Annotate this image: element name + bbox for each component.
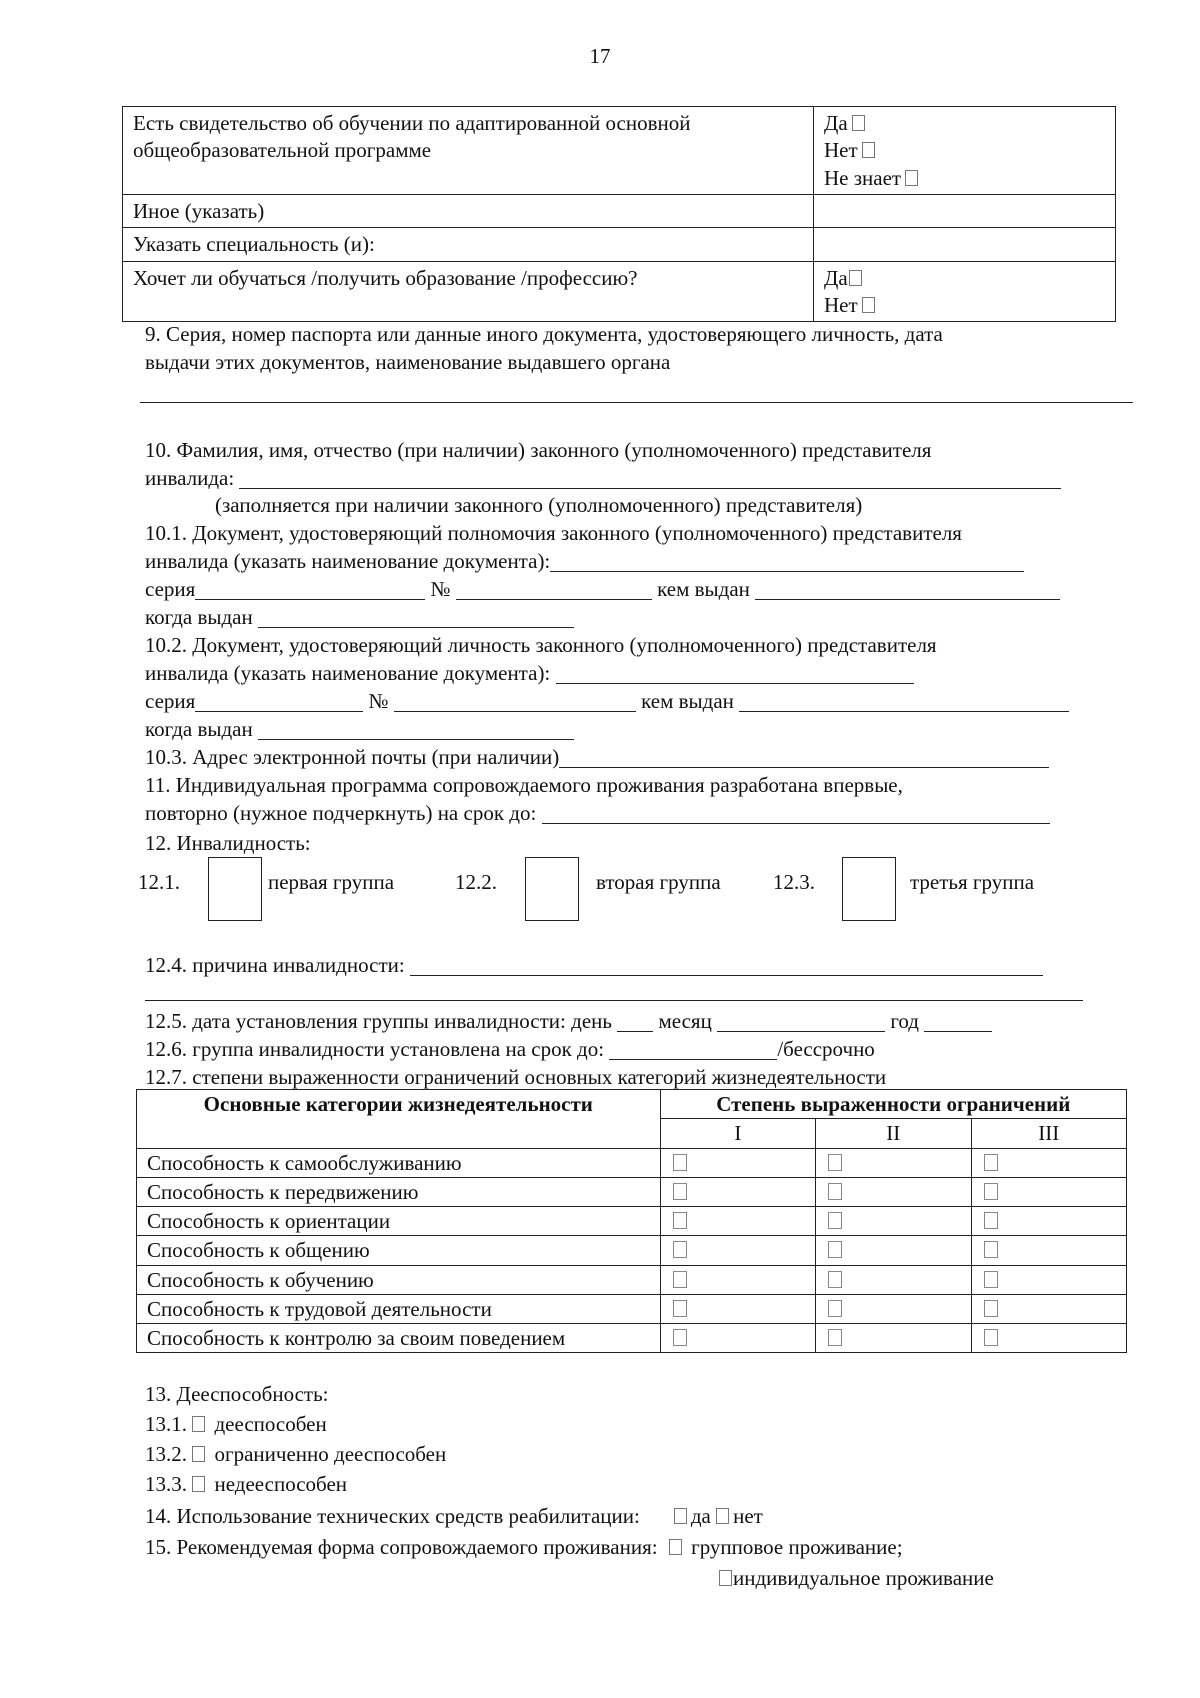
s12-title: 12. Инвалидность: (145, 831, 311, 855)
fill-line[interactable] (239, 468, 1061, 489)
checkbox[interactable] (984, 1212, 998, 1229)
checkbox[interactable] (673, 1300, 687, 1317)
degree-cell (816, 1265, 971, 1294)
degree-cell (971, 1265, 1126, 1294)
category-cell: Способность к обучению (137, 1265, 661, 1294)
checkbox[interactable] (716, 1508, 729, 1524)
group-3-num: 12.3. (773, 870, 815, 894)
table-cell: Иное (указать) (123, 195, 814, 228)
group-2-num: 12.2. (455, 870, 497, 894)
s10-2-line3: серия № кем выдан (145, 691, 1069, 712)
checkbox[interactable] (984, 1329, 998, 1346)
checkbox[interactable] (719, 1570, 732, 1586)
group-3-label: третья группа (910, 870, 1035, 894)
group-1-label: первая группа (268, 870, 395, 894)
s15-line: 15. Рекомендуемая форма сопровождаемого проживания: групповое проживание; (145, 1535, 903, 1559)
s10-line1: 10. Фамилия, имя, отчество (при наличии) законного (уполномоченного) представителя (145, 438, 932, 462)
fill-line[interactable] (739, 691, 1069, 712)
table-row (123, 107, 1116, 195)
table-row (123, 228, 1116, 261)
checkbox[interactable] (673, 1183, 687, 1200)
category-cell: Способность к контролю за своим поведением (137, 1324, 661, 1353)
col-header-categories: Основные категории жизнедеятельности (137, 1090, 661, 1149)
table-row (123, 195, 1116, 228)
table-header-row (137, 1090, 1127, 1119)
page-number: 17 (589, 44, 611, 68)
checkbox[interactable] (828, 1329, 842, 1346)
checkbox[interactable] (192, 1416, 205, 1432)
category-cell: Способность к общению (137, 1236, 661, 1265)
fill-line[interactable] (394, 691, 636, 712)
degree-cell (660, 1236, 815, 1265)
degree-cell (971, 1324, 1126, 1353)
group-2-label: вторая группа (596, 870, 721, 894)
table-cell: Указать специальность (и): (123, 228, 814, 261)
education-table (122, 106, 1116, 322)
fill-line[interactable] (556, 663, 914, 684)
s9-line1: 9. Серия, номер паспорта или данные иного документа, удостоверяющего личность, дата (145, 322, 943, 346)
degree-cell (660, 1324, 815, 1353)
checkbox[interactable] (852, 115, 865, 131)
s12-7-title: 12.7. степени выраженности ограничений основных категорий жизнедеятельности (145, 1065, 887, 1089)
s10-line2: инвалида: (145, 468, 1061, 489)
degree-cell (660, 1177, 815, 1206)
degree-cell (971, 1177, 1126, 1206)
degree-cell (660, 1265, 815, 1294)
checkbox[interactable] (984, 1271, 998, 1288)
degree-cell (816, 1177, 971, 1206)
fill-line[interactable] (924, 1011, 992, 1032)
category-cell: Способность к самообслуживанию (137, 1148, 661, 1177)
checkbox[interactable] (862, 297, 875, 313)
checkbox[interactable] (828, 1212, 842, 1229)
s10-2-line4: когда выдан (145, 719, 574, 740)
checkbox[interactable] (828, 1271, 842, 1288)
checkbox[interactable] (828, 1154, 842, 1171)
s13-item-1: 13.1. дееспособен (145, 1412, 327, 1436)
s10-note: (заполняется при наличии законного (уполномоченного) представителя) (215, 493, 863, 517)
degree-cell (816, 1324, 971, 1353)
table-row (137, 1236, 1127, 1265)
degree-cell (816, 1148, 971, 1177)
s10-1-line4: когда выдан (145, 607, 574, 628)
checkbox[interactable] (673, 1212, 687, 1229)
s10-3-line: 10.3. Адрес электронной почты (при наличии) (145, 747, 1049, 768)
checkbox[interactable] (192, 1446, 205, 1462)
level-header: I (660, 1119, 815, 1148)
s10-2-line2: инвалида (указать наименование документа): (145, 663, 914, 684)
degree-cell (660, 1294, 815, 1323)
checkbox[interactable] (828, 1183, 842, 1200)
degree-cell (816, 1294, 971, 1323)
group-3-box[interactable] (842, 857, 896, 921)
table-row (137, 1207, 1127, 1236)
table-row (123, 261, 1116, 322)
degree-cell (816, 1236, 971, 1265)
group-1-box[interactable] (208, 857, 262, 921)
checkbox[interactable] (984, 1241, 998, 1258)
s12-4-line: 12.4. причина инвалидности: (145, 955, 1043, 976)
degree-cell (660, 1207, 815, 1236)
fill-line[interactable] (559, 747, 1049, 768)
checkbox[interactable] (673, 1154, 687, 1171)
s13-item-3: 13.3. недееспособен (145, 1472, 348, 1496)
category-cell: Способность к передвижению (137, 1177, 661, 1206)
checkbox[interactable] (669, 1539, 682, 1555)
table-row (137, 1294, 1127, 1323)
options-cell: Да Нет (814, 261, 1116, 322)
s13-item-2: 13.2. ограниченно дееспособен (145, 1442, 447, 1466)
s10-1-line1: 10.1. Документ, удостоверяющий полномочия законного (уполномоченного) представителя (145, 521, 962, 545)
checkbox[interactable] (828, 1241, 842, 1258)
fill-line[interactable] (550, 551, 1024, 572)
fill-line[interactable] (410, 955, 1043, 976)
checkbox[interactable] (984, 1154, 998, 1171)
s10-1-line2: инвалида (указать наименование документа): (145, 551, 1024, 572)
level-header: III (971, 1119, 1126, 1148)
input-cell[interactable] (814, 195, 1116, 228)
level-header: II (816, 1119, 971, 1148)
degree-cell (971, 1294, 1126, 1323)
table-cell: Есть свидетельство об обучении по адаптированной основной общеобразовательной программе (123, 107, 814, 195)
fill-line[interactable] (617, 1011, 653, 1032)
table-row (137, 1177, 1127, 1206)
fill-line[interactable] (145, 1000, 1083, 1001)
checkbox[interactable] (849, 270, 862, 286)
category-cell: Способность к ориентации (137, 1207, 661, 1236)
s13-title: 13. Дееспособность: (145, 1382, 329, 1406)
col-header-degree: Степень выраженности ограничений (660, 1090, 1126, 1119)
input-cell[interactable] (814, 228, 1116, 261)
fill-line[interactable] (456, 579, 652, 600)
s10-1-line3: серия № кем выдан (145, 579, 1060, 600)
s12-6-line: 12.6. группа инвалидности установлена на срок до: /бессрочно (145, 1037, 875, 1061)
fill-line[interactable] (258, 607, 574, 628)
group-1-num: 12.1. (138, 870, 180, 894)
checkbox[interactable] (673, 1329, 687, 1346)
s9-line2: выдачи этих документов, наименование выдавшего органа (145, 350, 671, 374)
checkbox[interactable] (674, 1508, 687, 1524)
checkbox[interactable] (673, 1271, 687, 1288)
table-cell: Хочет ли обучаться /получить образование /профессию? (123, 261, 814, 322)
options-cell: Да Нет Не знает (814, 107, 1116, 195)
s12-5-line: 12.5. дата установления группы инвалидности: день месяц год (145, 1011, 992, 1032)
checkbox[interactable] (984, 1183, 998, 1200)
fill-line[interactable] (140, 402, 1133, 403)
fill-line[interactable] (258, 719, 574, 740)
fill-line[interactable] (542, 803, 1050, 824)
fill-line[interactable] (755, 579, 1060, 600)
degrees-table (136, 1089, 1127, 1353)
degree-cell (660, 1148, 815, 1177)
degree-cell (971, 1207, 1126, 1236)
checkbox[interactable] (984, 1300, 998, 1317)
degree-cell (971, 1148, 1126, 1177)
checkbox[interactable] (828, 1300, 842, 1317)
fill-line[interactable] (609, 1039, 777, 1060)
group-2-box[interactable] (525, 857, 579, 921)
fill-line[interactable] (717, 1011, 885, 1032)
s10-2-line1: 10.2. Документ, удостоверяющий личность законного (уполномоченного) представителя (145, 633, 937, 657)
checkbox[interactable] (192, 1476, 205, 1492)
checkbox[interactable] (673, 1241, 687, 1258)
s14-line: 14. Использование технических средств реабилитации: да нет (145, 1504, 763, 1528)
table-row (137, 1265, 1127, 1294)
checkbox[interactable] (862, 142, 875, 158)
table-row (137, 1148, 1127, 1177)
s11-line2: повторно (нужное подчеркнуть) на срок до: (145, 803, 1050, 824)
fill-line[interactable] (195, 691, 363, 712)
table-row (137, 1324, 1127, 1353)
degree-cell (971, 1236, 1126, 1265)
category-cell: Способность к трудовой деятельности (137, 1294, 661, 1323)
fill-line[interactable] (195, 579, 425, 600)
s15-line2: индивидуальное проживание (719, 1568, 994, 1589)
degree-cell (816, 1207, 971, 1236)
checkbox[interactable] (905, 170, 918, 186)
s11-line1: 11. Индивидуальная программа сопровождаемого проживания разработана впервые, (145, 773, 903, 797)
